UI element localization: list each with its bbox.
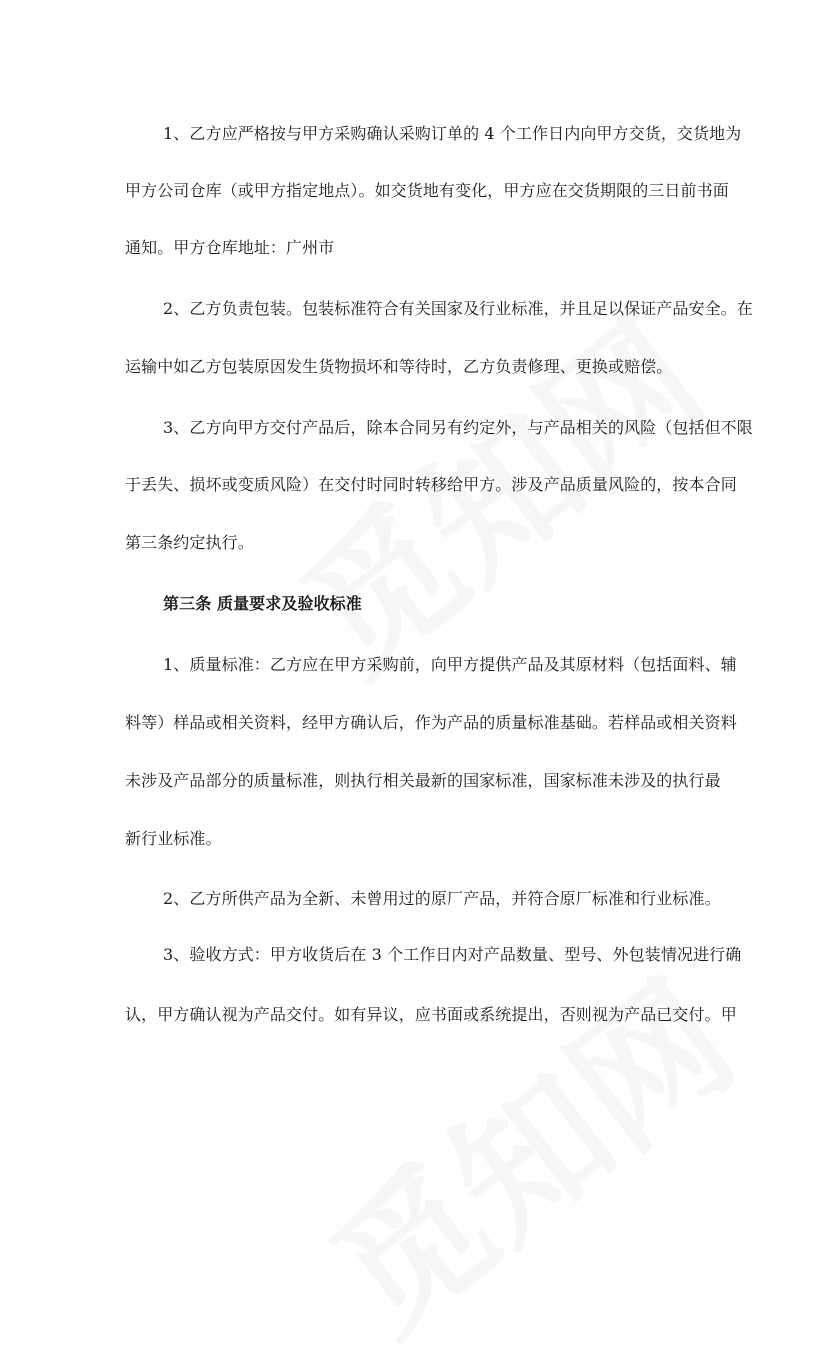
paragraph-line: 新行业标准。 [125,829,222,848]
section-heading: 第三条 质量要求及验收标准 [163,594,362,613]
paragraph-line: 认，甲方确认视为产品交付。如有异议，应书面或系统提出，否则视为产品已交付。甲 [125,1005,737,1024]
paragraph-line: 3、乙方向甲方交付产品后，除本合同另有约定外，与产品相关的风险（包括但不限 [163,418,753,437]
paragraph-line: 运输中如乙方包装原因发生货物损坏和等待时，乙方负责修理、更换或赔偿。 [125,357,673,376]
paragraph-line: 通知。甲方仓库地址：广州市 [125,238,335,257]
paragraph-line: 2、乙方负责包装。包装标准符合有关国家及行业标准，并且足以保证产品安全。在 [163,299,753,318]
paragraph-line: 于丢失、损坏或变质风险）在交付时同时转移给甲方。涉及产品质量风险的，按本合同 [125,475,737,494]
paragraph-line: 甲方公司仓库（或甲方指定地点）。如交货地有变化，甲方应在交货期限的三日前书面 [125,181,729,200]
paragraph-line: 3、验收方式：甲方收货后在 3 个工作日内对产品数量、型号、外包装情况进行确 [163,945,742,964]
paragraph-line: 第三条约定执行。 [125,533,254,552]
paragraph-line: 料等）样品或相关资料，经甲方确认后，作为产品的质量标准基础。若样品或相关资料 [125,713,737,732]
paragraph-line: 1、质量标准：乙方应在甲方采购前，向甲方提供产品及其原材料（包括面料、辅 [163,655,737,674]
watermark [281,924,769,1371]
paragraph-line: 1、乙方应严格按与甲方采购确认采购订单的 4 个工作日内向甲方交货，交货地为 [163,124,742,143]
paragraph-line: 未涉及产品部分的质量标准，则执行相关最新的国家标准，国家标准未涉及的执行最 [125,771,721,790]
paragraph-line: 2、乙方所供产品为全新、未曾用过的原厂产品，并符合原厂标准和行业标准。 [163,889,721,908]
